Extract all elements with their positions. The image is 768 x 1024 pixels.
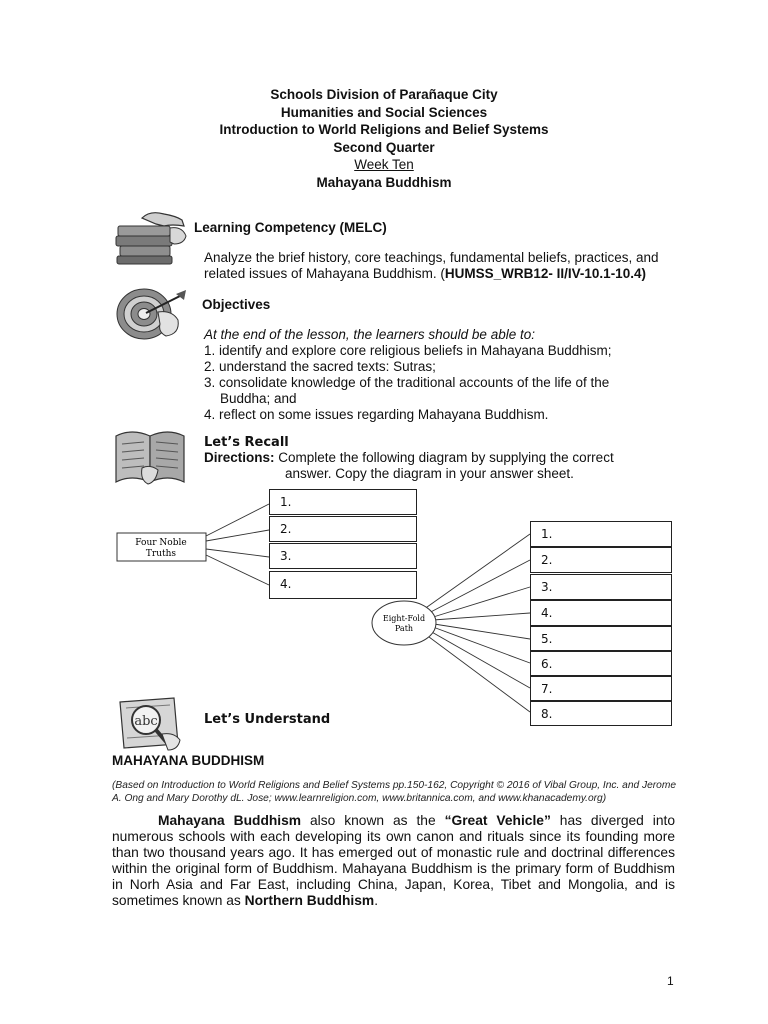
competency-code: HUMSS_WRB12- II/IV-10.1-10.4): [444, 266, 646, 281]
four-noble-truths-label: Four Noble: [135, 538, 187, 548]
objective-item: 3. consolidate knowledge of the traditional accounts of the life of the: [204, 375, 610, 390]
objective-item: 1. identify and explore core religious beliefs in Mahayana Buddhism;: [204, 343, 612, 358]
objectives-title: Objectives: [202, 297, 271, 312]
noble-truth-box[interactable]: 3.: [269, 543, 417, 569]
eightfold-path-label: Eight-Fold: [382, 614, 426, 623]
term-mahayana: Mahayana Buddhism: [158, 813, 302, 828]
topic-title: Mahayana Buddhism: [316, 174, 452, 190]
eightfold-path-box[interactable]: 3.: [530, 574, 672, 600]
objective-item: 2. understand the sacred texts: Sutras;: [204, 359, 436, 374]
noble-truth-box[interactable]: 1.: [269, 489, 417, 515]
term-great-vehicle: “Great Vehicle”: [444, 813, 551, 828]
body-text: also known as the: [301, 813, 445, 828]
body-text: has diverged into numerous schools with each developing its own canon and rituals since its founding more than two thousand years ago. It has emerged out of monastic rule and doctrinal differences within the original form of Buddhism. Mahayana Buddhism is the primary form of Buddhism in Norh Asia and Far East, including China, Japan, Korea, Tibet and Mongolia, and is sometimes known as: [112, 813, 676, 908]
objective-item: 4. reflect on some issues regarding Mahayana Buddhism.: [204, 407, 549, 422]
eightfold-path-box[interactable]: 7.: [530, 676, 672, 701]
body-text: .: [374, 893, 379, 908]
reference-note: (Based on Introduction to World Religions and Belief Systems pp.150-162, Copyright © 2016 of Vibal Group, Inc. and Jerome A. Ong and Mary Dorothy dL. Jose; www.learnreligion.com, www.britannica.com, and www.khanacademy.org): [112, 780, 676, 804]
competency-title: Learning Competency (MELC): [194, 220, 387, 235]
eightfold-path-box[interactable]: 4.: [530, 600, 672, 626]
term-northern-buddhism: Northern Buddhism: [244, 893, 375, 908]
four-noble-truths-label: Truths: [145, 549, 177, 559]
objective-item: Buddha; and: [220, 391, 297, 406]
eightfold-path-box[interactable]: 2.: [530, 547, 672, 573]
school-division: Schools Division of Parañaque City: [270, 87, 498, 102]
eightfold-path-box[interactable]: 6.: [530, 651, 672, 676]
directions-label: Directions:: [204, 450, 275, 465]
noble-truth-box[interactable]: 2.: [269, 516, 417, 542]
magnifier-abc-icon: [116, 694, 188, 752]
page-number: 1: [667, 974, 674, 988]
strand: Humanities and Social Sciences: [280, 104, 488, 120]
recall-title: Let’s Recall: [204, 435, 289, 450]
week: Week Ten: [354, 157, 414, 172]
svg-text:abc: abc: [134, 714, 158, 729]
eightfold-path-box[interactable]: 8.: [530, 701, 672, 726]
eightfold-path-box[interactable]: 5.: [530, 626, 672, 651]
body-paragraph: [112, 813, 675, 909]
section-heading: MAHAYANA BUDDHISM: [112, 753, 265, 768]
directions-text-1: Complete the following diagram by supplying the correct: [274, 450, 614, 465]
competency-text-main: Analyze the brief history, core teachings, fundamental beliefs, practices, and related issues of Mahayana Buddhism. (: [204, 250, 659, 281]
objectives-intro: At the end of the lesson, the learners should be able to:: [204, 327, 535, 342]
quarter: Second Quarter: [333, 139, 435, 155]
subject: Introduction to World Religions and Belief Systems: [219, 122, 549, 137]
eightfold-path-box[interactable]: 1.: [530, 521, 672, 547]
directions-text-2: answer. Copy the diagram in your answer sheet.: [285, 466, 574, 481]
understand-title: Let’s Understand: [204, 712, 331, 727]
noble-truth-box[interactable]: 4.: [269, 571, 417, 599]
eightfold-path-label: Path: [394, 624, 414, 633]
